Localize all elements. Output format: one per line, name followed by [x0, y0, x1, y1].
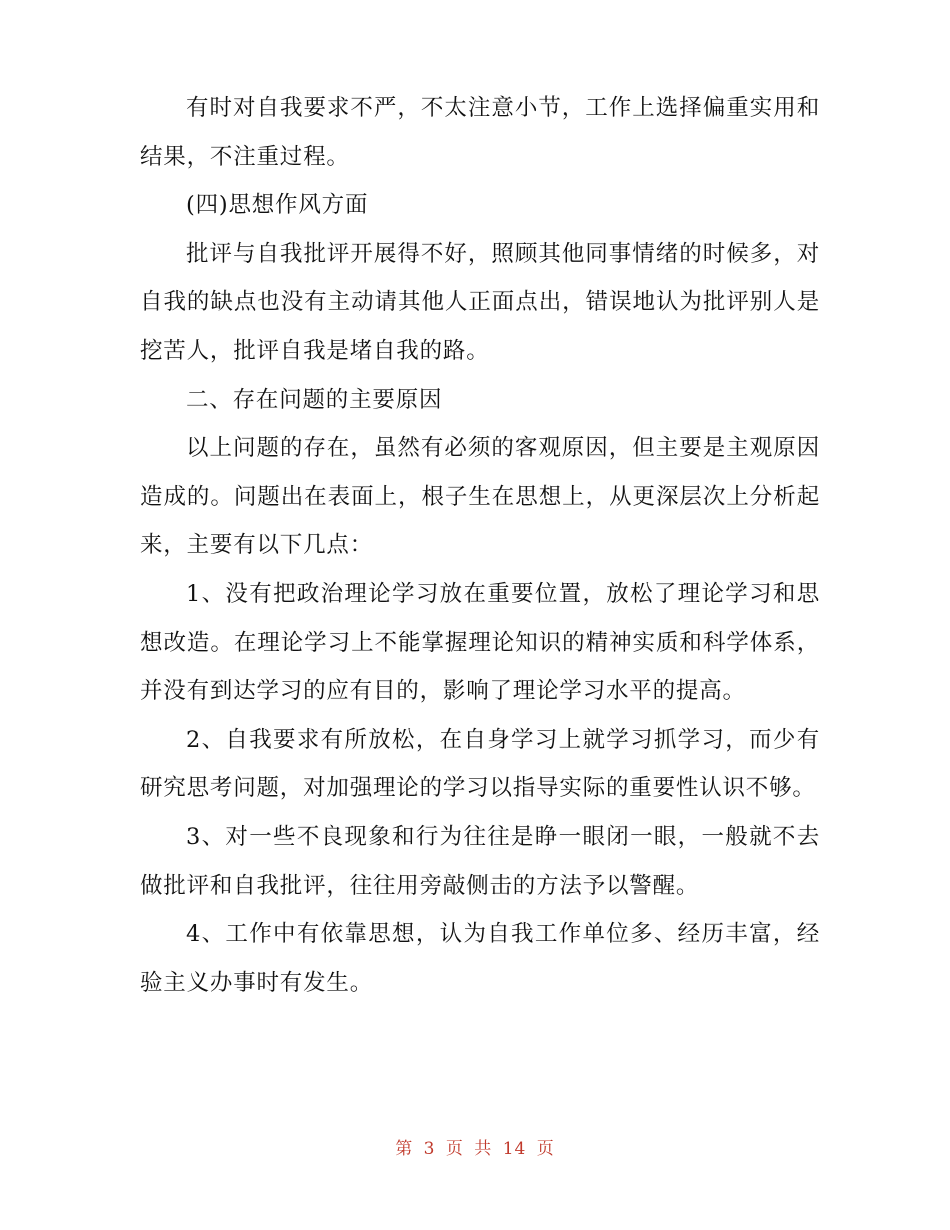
document-body — [140, 84, 820, 1007]
list-item: 2、自我要求有所放松，在自身学习上就学习抓学习，而少有研究思考问题，对加强理论的学习以指导实际的重要性认识不够。 — [140, 726, 820, 802]
list-item: 1、没有把政治理论学习放在重要位置，放松了理论学习和思想改造。在理论学习上不能掌握理论知识的精神实质和科学体系，并没有到达学习的应有目的，影响了理论学习水平的提高。 — [140, 580, 820, 705]
list-item: 3、对一些不良现象和行为往往是睁一眼闭一眼，一般就不去做批评和自我批评，往往用旁敲侧击的方法予以警醒。 — [140, 823, 820, 899]
list-item: 4、工作中有依靠思想，认为自我工作单位多、经历丰富，经验主义办事时有发生。 — [140, 921, 820, 996]
paragraph: 以上问题的存在，虽然有必须的客观原因，但主要是主观原因造成的。问题出在表面上，根子生在思想上，从更深层次上分析起来，主要有以下几点： — [140, 435, 820, 559]
section-heading: 二、存在问题的主要原因 — [186, 386, 443, 413]
section-heading: (四)思想作风方面 — [186, 192, 369, 219]
page-number-footer: 第 3 页 共 14 页 — [395, 1139, 555, 1159]
paragraph: 批评与自我批评开展得不好，照顾其他同事情绪的时候多，对自我的缺点也没有主动请其他人正面点出，错误地认为批评别人是挖苦人，批评自我是堵自我的路。 — [140, 240, 820, 364]
paragraph: 有时对自我要求不严，不太注意小节，工作上选择偏重实用和结果，不注重过程。 — [140, 95, 820, 170]
